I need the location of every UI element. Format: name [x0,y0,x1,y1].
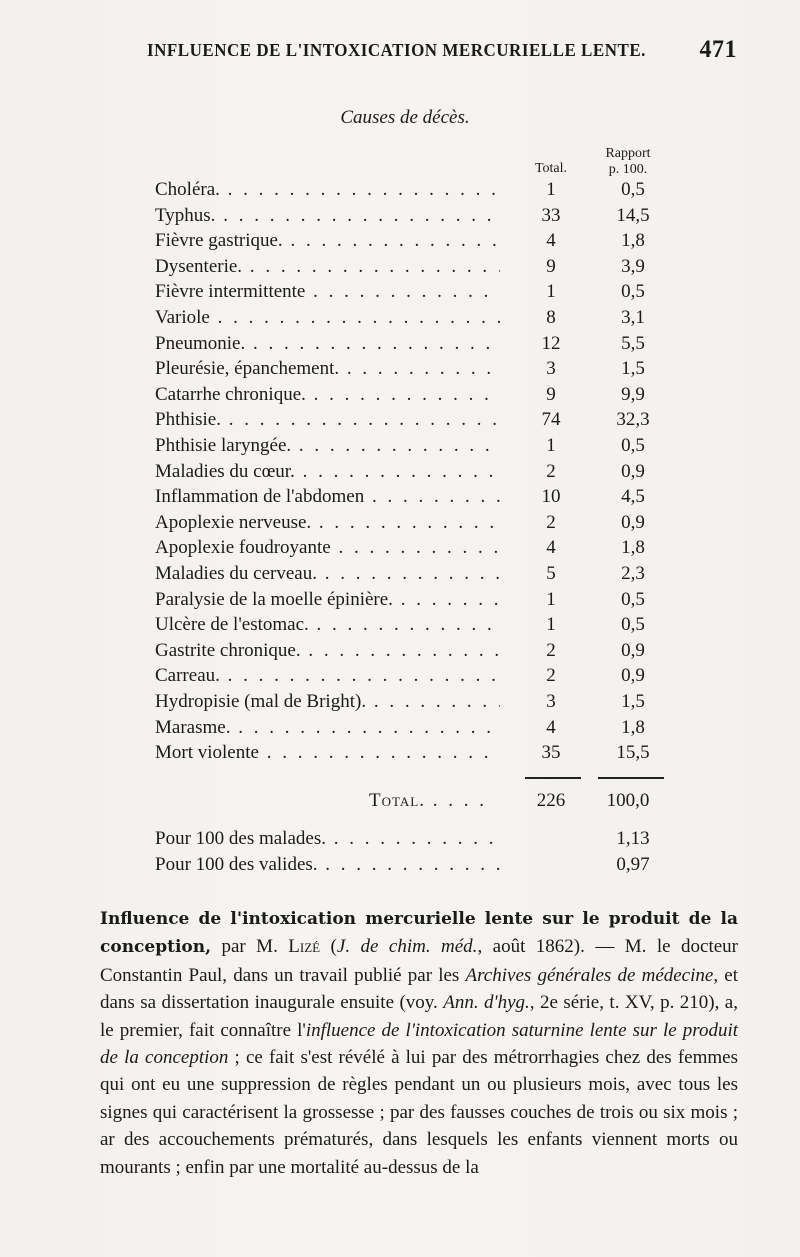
row-cause-label: Fièvre intermittente . . . [155,279,500,304]
column-header-ratio-line1: Rapport [605,146,651,161]
row-cause-label: Apoplexie nerveuse. . . . [155,510,500,535]
row-cause-label: Inflammation de l'abdomen . . . [155,484,500,509]
row-total: 1 [546,179,556,200]
summary-label: Pour 100 des valides. . . . [155,852,500,877]
row-ratio: 1,8 [621,537,645,559]
row-ratio: 1,8 [621,230,645,252]
row-cause-label: Dysenterie. . . . [155,254,500,279]
row-total: 2 [546,665,556,687]
column-header-ratio-line2: p. 100. [608,162,648,177]
row-total: 9 [546,383,556,405]
article-archives: Archives générales de médecine [465,964,714,986]
row-cause-label: Phthisie laryngée. . . . [155,433,500,458]
article-text-4: ; ce fait s'est révélé à lui par des métrorrhagies chez des femmes qui ont eu une suppression de règles pendant un ou plusieurs mois, avec tous les signes qui caractérisent la grossesse ; par des fausses couches de trois ou six mois ; ar des accouchements prématurés, dans lesquels les enfants viennent morts ou mourants ; enfin par une mortalité au-dessus de la [100,1047,738,1178]
row-ratio: 0,9 [621,639,645,661]
row-cause-label: Apoplexie foudroyante . . . [155,535,500,560]
row-cause-label: Pneumonie. . . . [155,331,500,356]
row-total: 2 [546,511,556,533]
row-total: 3 [546,691,556,712]
article-journal: J. de chim. méd. [336,936,478,958]
row-cause-label: Catarrhe chronique. . . . [155,382,500,407]
row-total: 2 [546,460,556,482]
row-ratio: 0,9 [621,511,645,533]
row-total: 9 [546,255,556,277]
row-total: 2 [546,639,556,661]
row-cause-label: Mort violente . . . [155,740,500,765]
row-ratio: 1,8 [621,716,645,738]
row-ratio: 4,5 [621,486,645,508]
running-head-title: INFLUENCE DE L'INTOXICATION MERCURIELLE LENTE. [147,40,646,60]
row-total: 1 [546,614,556,636]
summary-ratio: 1,13 [616,828,650,849]
row-ratio: 5,5 [621,332,645,354]
row-ratio: 0,5 [621,435,645,456]
row-ratio: 0,5 [621,281,645,303]
article-source-open: ( [320,936,337,958]
row-ratio: 1,5 [621,691,645,712]
row-total: 12 [541,332,561,354]
row-cause-label: Carreau. . . . [155,663,500,688]
table-caption: Causes de décès. [340,107,470,128]
column-header-total: Total. [534,161,568,176]
row-ratio: 0,5 [621,614,645,636]
article-text-2: , et dans sa dissertation inaugurale ensuite (voy. [100,964,738,1014]
row-cause-label: Gastrite chronique. . . . [155,638,500,663]
article-ann: Ann. d'hyg. [443,992,530,1014]
row-cause-label: Paralysie de la moelle épinière. . . . [155,587,500,612]
row-total: 33 [541,204,561,226]
row-ratio: 2,3 [621,563,645,584]
row-cause-label: Typhus. . . . [155,203,500,228]
row-total: 3 [546,358,556,380]
row-total: 5 [546,563,556,584]
article-text-3: , 2e série, t. XV, p. 210), a, le premier, fait connaître l' [100,992,738,1041]
row-ratio: 3,1 [621,307,645,328]
row-cause-label: Phthisie. . . . [155,407,500,432]
row-cause-label: Marasme. . . . [155,715,500,740]
row-cause-label: Variole . . . [155,305,500,330]
row-ratio: 0,5 [621,588,645,610]
row-ratio: 0,5 [621,179,645,200]
row-total: 4 [546,230,556,252]
row-cause-label: Maladies du cerveau. . . . [155,561,500,586]
row-cause-label: Maladies du cœur. . . . [155,459,500,484]
row-total: 8 [546,307,556,328]
article-heading: Influence de l'intoxication mercurielle lente sur le produit de la conception, [100,909,738,958]
row-cause-label: Fièvre gastrique. . . . [155,228,500,253]
row-total: 1 [546,588,556,610]
row-total: 10 [541,486,561,508]
row-total: 4 [546,537,556,559]
summary-row [0,852,800,877]
row-cause-label: Pleurésie, épanchement. . . . [155,356,500,381]
row-ratio: 9,9 [621,383,645,405]
article-influence-title: influence de l'intoxication saturnine lente sur le produit de la conception [100,1019,738,1069]
article-text-1: , août 1862). — M. le docteur Constantin Paul, dans un travail publié par les [100,936,738,986]
row-cause-label: Hydropisie (mal de Bright). . . . [155,689,500,714]
row-total: 1 [546,435,556,456]
row-total: 74 [541,409,561,431]
row-ratio: 0,9 [621,665,645,687]
row-ratio: 1,5 [621,358,645,380]
summary-row [0,826,800,851]
article-by: par M. [211,936,289,958]
page-number: 471 [699,35,737,64]
article-paragraph [100,905,738,1181]
article-author: Lizé [288,936,321,958]
total-ratio: 100,0 [606,790,650,811]
row-ratio: 15,5 [616,742,650,764]
row-ratio: 3,9 [621,255,645,277]
total-label: Total. . . . . [369,788,487,813]
row-total: 4 [546,716,556,738]
summary-ratio: 0,97 [616,854,650,875]
row-total: 1 [546,281,556,303]
row-cause-label: Ulcère de l'estomac. . . . [155,612,500,637]
row-ratio: 0,9 [621,460,645,482]
row-ratio: 14,5 [616,204,650,226]
total-value: 226 [536,790,566,811]
summary-label: Pour 100 des malades. . . . [155,826,500,851]
row-total: 35 [541,742,561,764]
row-ratio: 32,3 [616,409,650,431]
row-cause-label: Choléra. . . . [155,177,500,202]
